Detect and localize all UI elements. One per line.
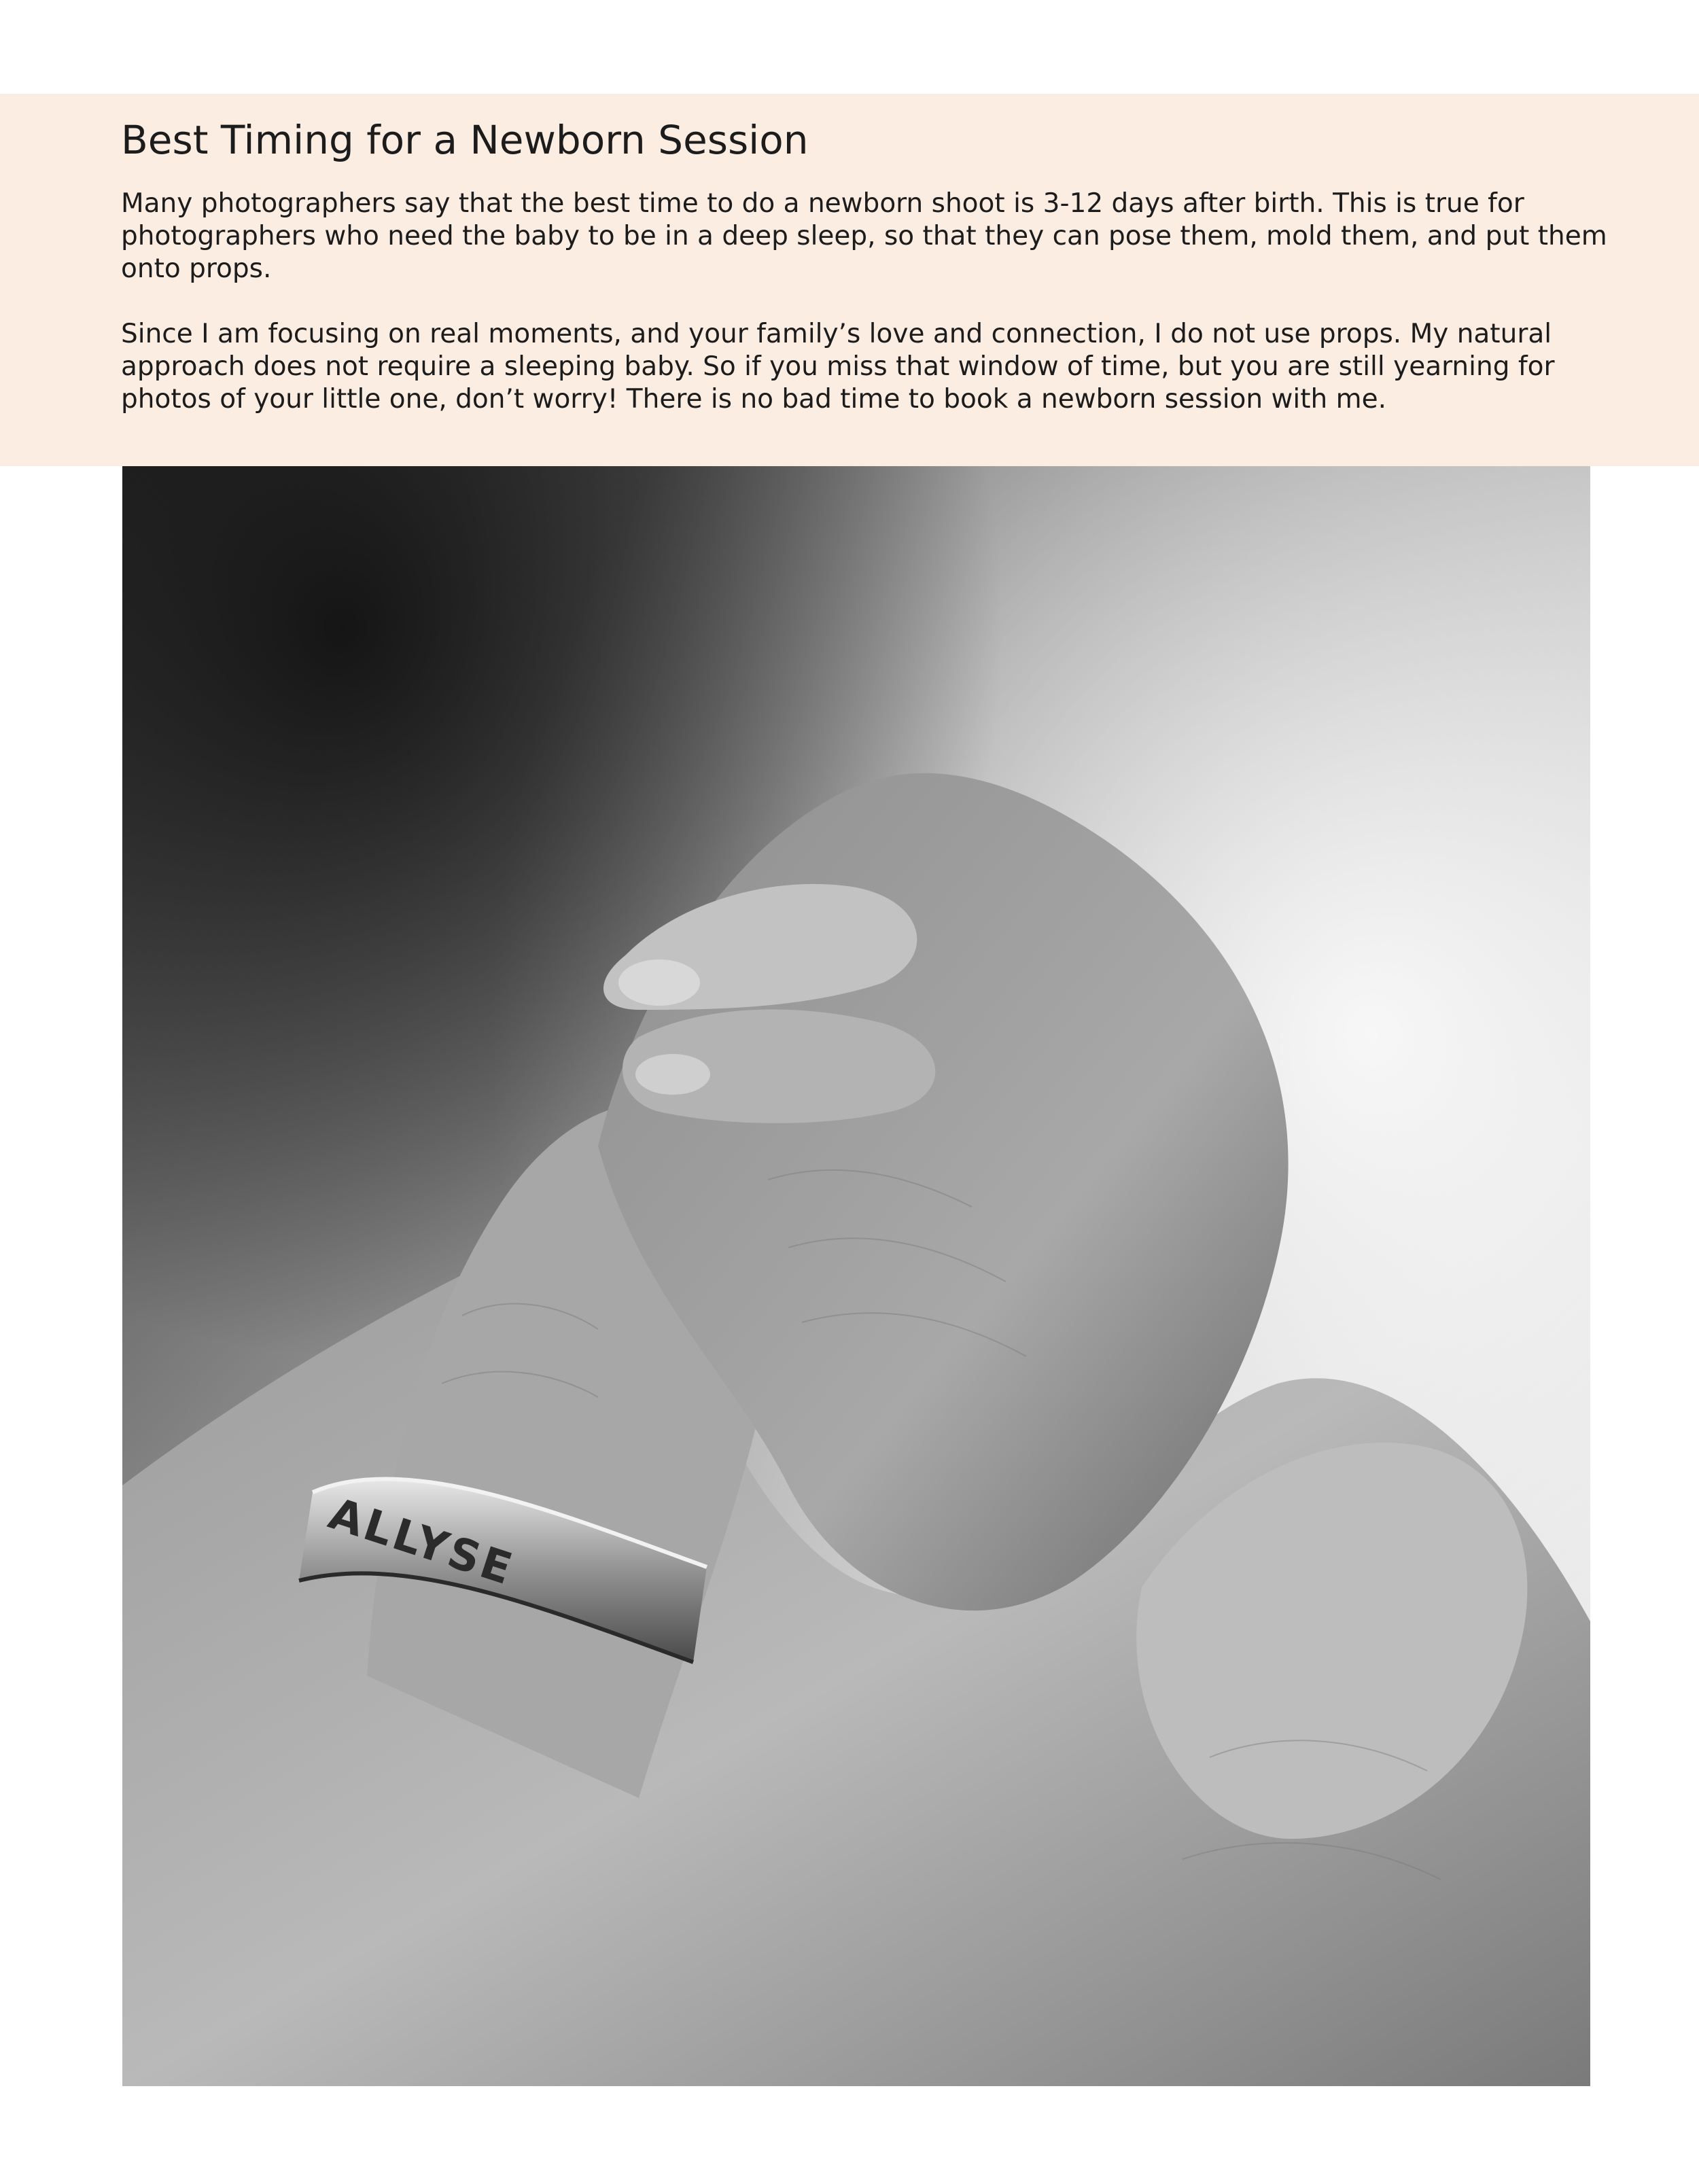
paragraph-approach: Since I am focusing on real moments, and your family’s love and connection, I do not use props. My natural approach does not require a sleeping baby. So if you miss that window of time, but you are still yearning for photos of your little one, don’t worry! There is no bad time to book a newborn session with me.	[121, 319, 1555, 415]
ring-engraving: ALLYSE	[323, 1488, 521, 1596]
section-heading: Best Timing for a Newborn Session	[121, 117, 809, 163]
paragraph-timing: Many photographers say that the best time to do a newborn shoot is 3-12 days after birth. This is true for photographers who need the baby to be in a deep sleep, so that they can pose them, mold them, and put them onto props.	[121, 188, 1607, 284]
photo-illustration	[122, 466, 1590, 2086]
newborn-hand-photo	[122, 466, 1590, 2086]
